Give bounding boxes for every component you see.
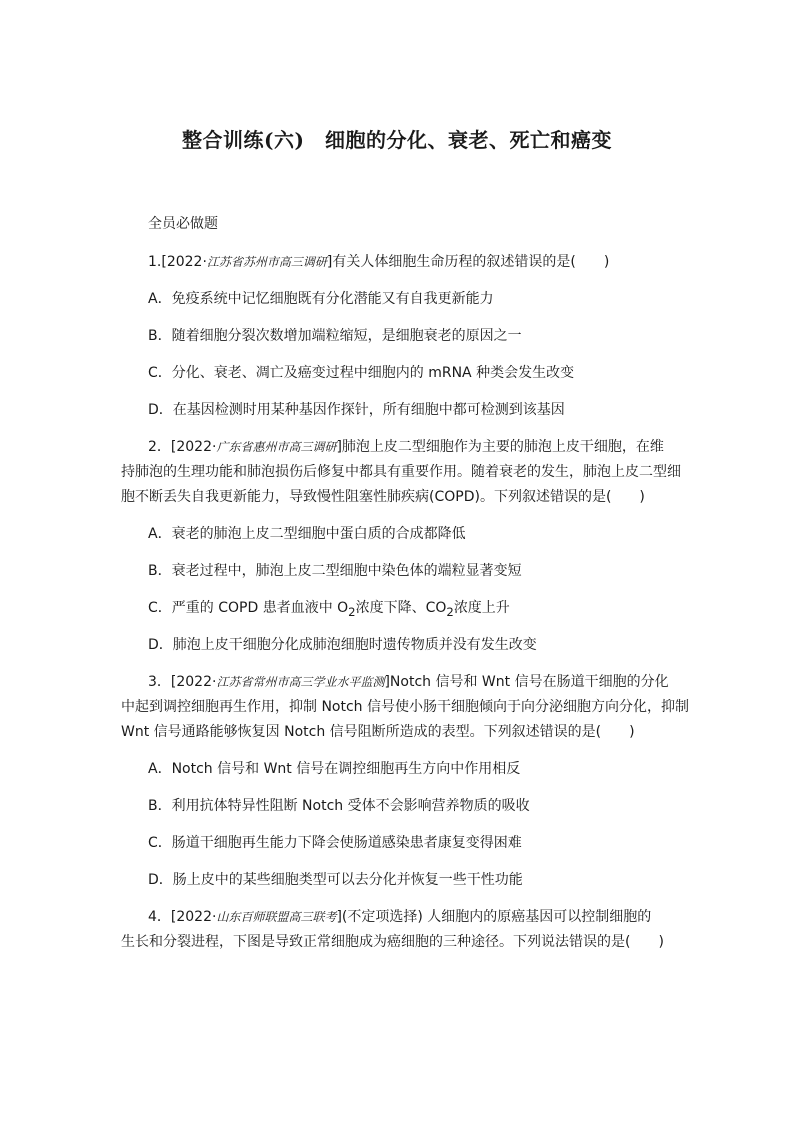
question-4-line-1 (121, 906, 652, 926)
question-4-number: 4．[2022· (148, 909, 217, 925)
question-2-line-2: 持肺泡的生理功能和肺泡损伤后修复中都具有重要作用。随着衰老的发生，肺泡上皮二型细 (121, 464, 681, 480)
question-3-number: 3．[2022· (148, 674, 217, 690)
question-4-source: 山东百师联盟高三联考 (216, 910, 337, 924)
question-3-line-3: Wnt 信号通路能够恢复因 Notch 信号阻断所造成的表型。下列叙述错误的是( ) (121, 724, 635, 740)
question-1-text: ]有关人体细胞生命历程的叙述错误的是( ) (326, 254, 610, 270)
question-1-option-c: C．分化、衰老、凋亡及癌变过程中细胞内的 mRNA 种类会发生改变 (148, 365, 575, 381)
oxygen-subscript: 2 (348, 604, 356, 619)
question-1-number: 1.[2022· (148, 254, 207, 270)
question-2-option-c-text-2: 浓度下降、CO (355, 600, 447, 616)
question-2-option-b: B．衰老过程中，肺泡上皮二型细胞中染色体的端粒显著变短 (148, 563, 522, 579)
question-4-text-1: ](不定项选择) 人细胞内的原癌基因可以控制细胞的 (336, 909, 652, 925)
question-2-text-1: ]肺泡上皮二型细胞作为主要的肺泡上皮干细胞，在维 (336, 439, 664, 455)
section-heading: 全员必做题 (148, 216, 218, 232)
question-2-option-d: D．肺泡上皮干细胞分化成肺泡细胞时遗传物质并没有发生改变 (148, 637, 537, 653)
question-1-source: 江苏省苏州市高三调研 (206, 255, 327, 269)
question-1-option-a: A．免疫系统中记忆细胞既有分化潜能又有自我更新能力 (148, 291, 494, 307)
question-3-line-2: 中起到调控细胞再生作用，抑制 Notch 信号使小肠干细胞倾向于向分泌细胞方向分化，抑制 (121, 699, 689, 715)
co2-subscript: 2 (446, 604, 454, 619)
question-3-source: 江苏省常州市高三学业水平监测 (216, 675, 385, 689)
question-3-option-c: C．肠道干细胞再生能力下降会使肠道感染患者康复变得困难 (148, 835, 522, 851)
question-1-option-d: D．在基因检测时用某种基因作探针，所有细胞中都可检测到该基因 (148, 402, 565, 418)
question-3-line-1 (121, 671, 669, 691)
question-2-line-1 (121, 436, 664, 456)
question-3-option-b: B．利用抗体特异性阻断 Notch 受体不会影响营养物质的吸收 (148, 798, 530, 814)
question-3-text-1: ]Notch 信号和 Wnt 信号在肠道干细胞的分化 (384, 674, 669, 690)
question-2-number: 2．[2022· (148, 439, 217, 455)
question-2-line-3: 胞不断丢失自我更新能力，导致慢性阻塞性肺疾病(COPD)。下列叙述错误的是( ) (121, 489, 645, 505)
question-1-option-b: B．随着细胞分裂次数增加端粒缩短，是细胞衰老的原因之一 (148, 328, 522, 344)
question-3-option-d: D．肠上皮中的某些细胞类型可以去分化并恢复一些干性功能 (148, 872, 523, 888)
page-title: 整合训练(六) 细胞的分化、衰老、死亡和癌变 (182, 128, 612, 152)
question-2-option-a: A．衰老的肺泡上皮二型细胞中蛋白质的合成都降低 (148, 526, 466, 542)
question-4-line-2: 生长和分裂进程，下图是导致正常细胞成为癌细胞的三种途径。下列说法错误的是( ) (121, 934, 664, 950)
question-2-option-c (148, 597, 510, 619)
question-2-option-c-text-1: C．严重的 COPD 患者血液中 O (148, 600, 349, 616)
question-1-stem (148, 251, 609, 271)
question-3-option-a: A．Notch 信号和 Wnt 信号在调控细胞再生方向中作用相反 (148, 761, 521, 777)
question-2-option-c-text-3: 浓度上升 (453, 600, 510, 616)
question-2-source: 广东省惠州市高三调研 (216, 440, 337, 454)
